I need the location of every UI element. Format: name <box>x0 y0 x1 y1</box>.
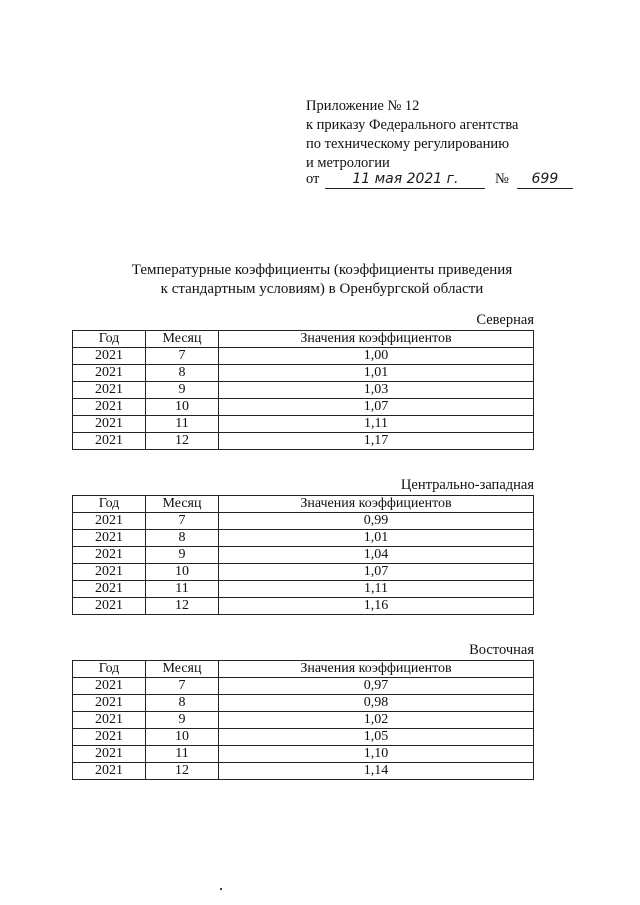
year-cell: 2021 <box>73 581 146 598</box>
month-cell: 11 <box>146 416 219 433</box>
month-cell: 10 <box>146 729 219 746</box>
region-label: Центрально-западная <box>400 477 534 493</box>
month-cell: 9 <box>146 382 219 399</box>
value-cell: 1,04 <box>219 547 534 564</box>
month-cell: 12 <box>146 433 219 450</box>
order-reference-line: по техническому регулированию <box>306 136 510 152</box>
year-cell: 2021 <box>73 712 146 729</box>
column-header-year: Год <box>73 331 146 348</box>
column-header-month: Месяц <box>146 496 219 513</box>
table-row <box>73 746 534 763</box>
value-cell: 0,97 <box>219 678 534 695</box>
handwritten-date: 11 мая 2021 г. <box>352 171 459 187</box>
table-row <box>73 729 534 746</box>
year-cell: 2021 <box>73 695 146 712</box>
year-cell: 2021 <box>73 513 146 530</box>
coefficient-table <box>72 330 534 450</box>
date-prefix: от <box>306 171 320 187</box>
column-header-year: Год <box>73 661 146 678</box>
month-cell: 7 <box>146 513 219 530</box>
column-header-value: Значения коэффициентов <box>219 331 534 348</box>
column-header-value: Значения коэффициентов <box>219 496 534 513</box>
table-row <box>73 399 534 416</box>
table-row <box>73 365 534 382</box>
table-row <box>73 547 534 564</box>
order-reference-line: к приказу Федерального агентства <box>306 117 519 133</box>
year-cell: 2021 <box>73 433 146 450</box>
table-row <box>73 695 534 712</box>
region-label: Восточная <box>469 642 534 658</box>
region-label: Северная <box>476 312 534 328</box>
month-cell: 8 <box>146 695 219 712</box>
value-cell: 1,07 <box>219 564 534 581</box>
month-cell: 7 <box>146 348 219 365</box>
month-cell: 10 <box>146 399 219 416</box>
column-header-month: Месяц <box>146 661 219 678</box>
year-cell: 2021 <box>73 678 146 695</box>
month-cell: 11 <box>146 746 219 763</box>
value-cell: 1,16 <box>219 598 534 615</box>
year-cell: 2021 <box>73 598 146 615</box>
table-header-row <box>73 496 534 513</box>
month-cell: 12 <box>146 598 219 615</box>
year-cell: 2021 <box>73 763 146 780</box>
scan-speck <box>220 888 222 890</box>
number-prefix: № <box>495 171 509 187</box>
value-cell: 1,00 <box>219 348 534 365</box>
month-cell: 12 <box>146 763 219 780</box>
month-cell: 9 <box>146 547 219 564</box>
value-cell: 1,17 <box>219 433 534 450</box>
value-cell: 1,11 <box>219 581 534 598</box>
month-cell: 9 <box>146 712 219 729</box>
column-header-year: Год <box>73 496 146 513</box>
table-header-row <box>73 661 534 678</box>
year-cell: 2021 <box>73 365 146 382</box>
value-cell: 1,07 <box>219 399 534 416</box>
value-cell: 1,11 <box>219 416 534 433</box>
value-cell: 1,03 <box>219 382 534 399</box>
value-cell: 1,01 <box>219 530 534 547</box>
order-date-line <box>306 171 573 189</box>
table-row <box>73 382 534 399</box>
value-cell: 1,02 <box>219 712 534 729</box>
table-row <box>73 678 534 695</box>
table-row <box>73 513 534 530</box>
year-cell: 2021 <box>73 399 146 416</box>
appendix-number: Приложение № 12 <box>306 98 420 114</box>
table-row <box>73 712 534 729</box>
table-row <box>73 416 534 433</box>
year-cell: 2021 <box>73 530 146 547</box>
coefficient-table <box>72 495 534 615</box>
year-cell: 2021 <box>73 547 146 564</box>
table-row <box>73 433 534 450</box>
month-cell: 8 <box>146 530 219 547</box>
table-row <box>73 530 534 547</box>
year-cell: 2021 <box>73 348 146 365</box>
handwritten-order-number: 699 <box>531 171 559 187</box>
year-cell: 2021 <box>73 382 146 399</box>
table-row <box>73 348 534 365</box>
table-row <box>73 598 534 615</box>
table-header-row <box>73 331 534 348</box>
value-cell: 1,05 <box>219 729 534 746</box>
year-cell: 2021 <box>73 416 146 433</box>
value-cell: 0,98 <box>219 695 534 712</box>
month-cell: 10 <box>146 564 219 581</box>
month-cell: 7 <box>146 678 219 695</box>
value-cell: 1,01 <box>219 365 534 382</box>
table-row <box>73 564 534 581</box>
column-header-month: Месяц <box>146 331 219 348</box>
title-line: к стандартным условиям) в Оренбургской области <box>160 281 484 297</box>
table-row <box>73 763 534 780</box>
column-header-value: Значения коэффициентов <box>219 661 534 678</box>
month-cell: 11 <box>146 581 219 598</box>
value-cell: 1,10 <box>219 746 534 763</box>
table-row <box>73 581 534 598</box>
year-cell: 2021 <box>73 729 146 746</box>
coefficient-table <box>72 660 534 780</box>
order-reference-line: и метрологии <box>306 155 390 171</box>
year-cell: 2021 <box>73 746 146 763</box>
value-cell: 0,99 <box>219 513 534 530</box>
appendix-header <box>306 97 518 173</box>
title-line: Температурные коэффициенты (коэффициенты приведения <box>131 262 513 278</box>
value-cell: 1,14 <box>219 763 534 780</box>
document-title <box>72 261 572 299</box>
month-cell: 8 <box>146 365 219 382</box>
year-cell: 2021 <box>73 564 146 581</box>
